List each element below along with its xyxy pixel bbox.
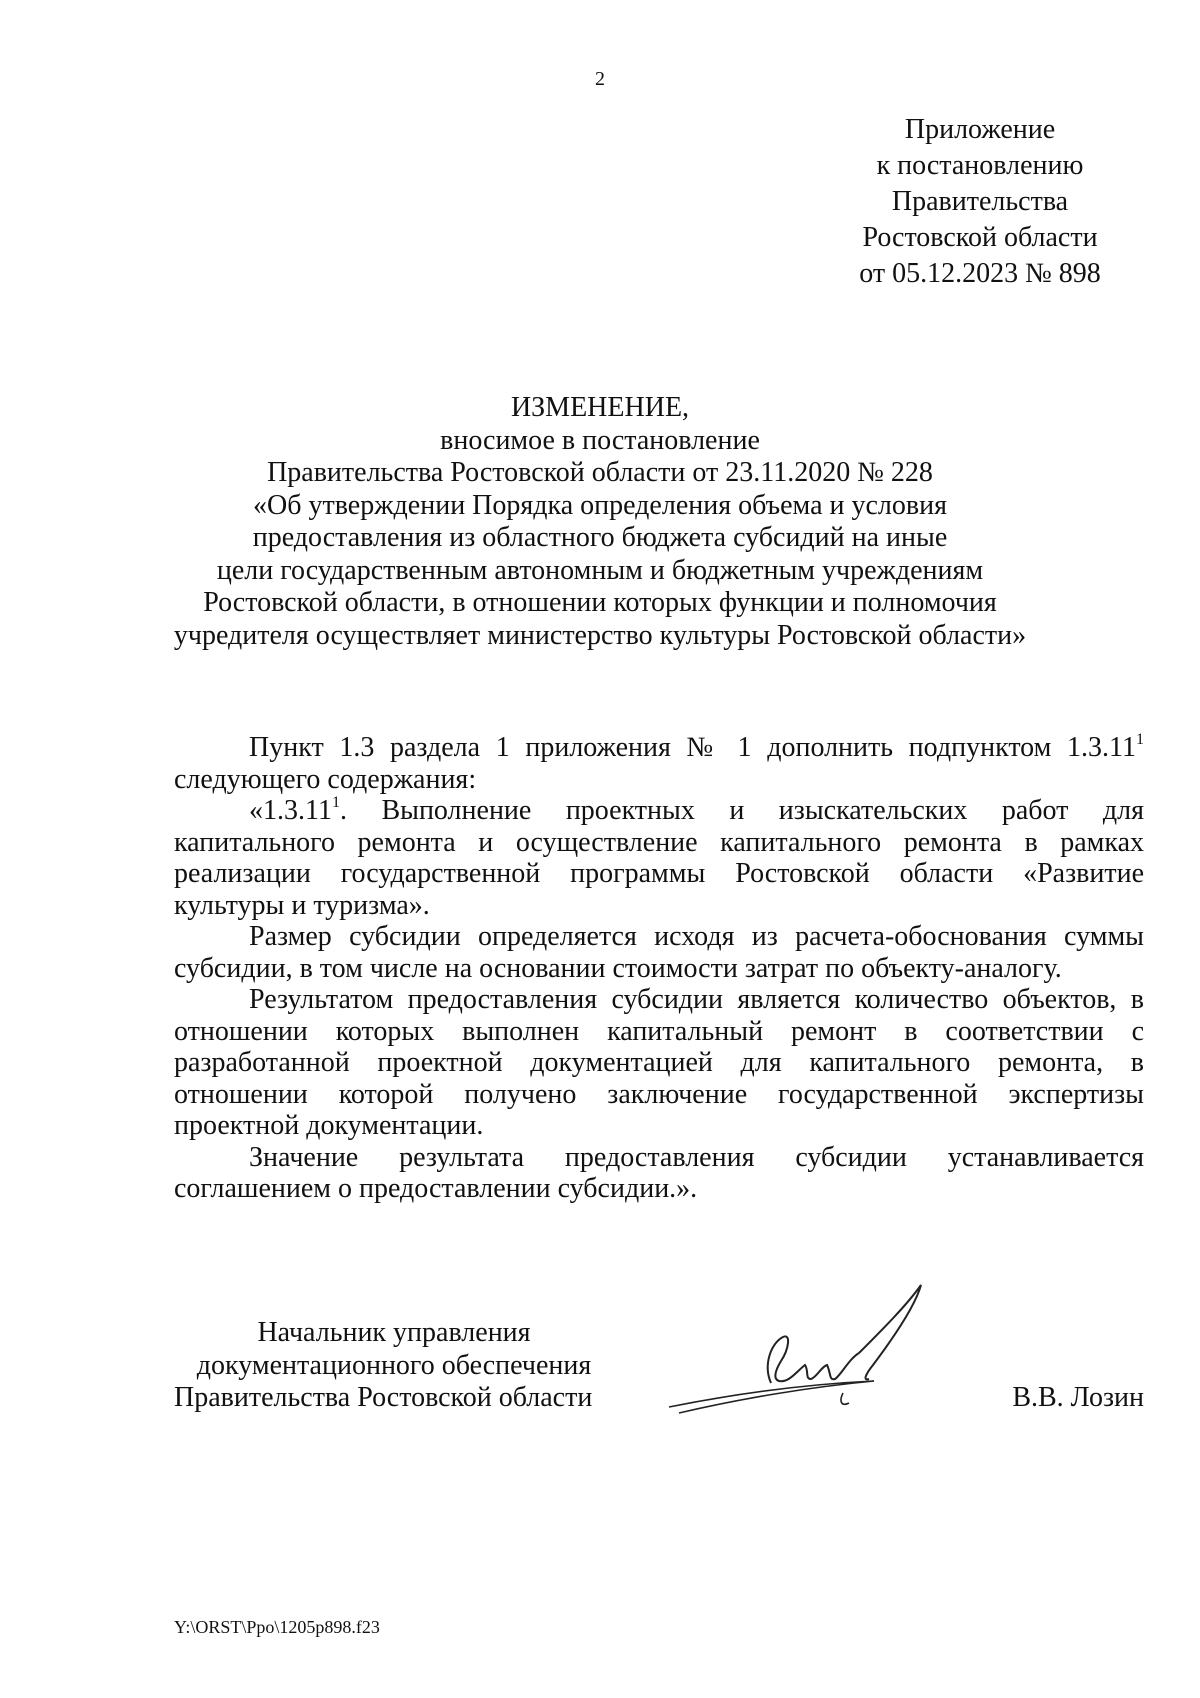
document-heading <box>100 392 1100 652</box>
signer-title-line: Правительства Ростовской области <box>174 1382 593 1413</box>
signer-title-line: документационного обеспечения <box>196 1349 592 1381</box>
body-paragraph <box>174 732 1144 795</box>
heading-line: предоставления из областного бюджета субсидий на иные <box>252 522 948 553</box>
handwritten-signature <box>659 1275 949 1425</box>
paragraph-text: . Выполнение проектных и изыскательских работ для капитального ремонта и осуществление капитального ремонта в рамках реализации государственной программы Ростовской области «Развитие культуры и туризма». <box>174 795 1144 921</box>
heading-line: цели государственным автономным и бюджетным учреждениям <box>216 554 984 586</box>
appendix-line: Ростовской области <box>862 222 1098 253</box>
signer-name: В.В. Лозин <box>1012 1382 1144 1413</box>
page-number: 2 <box>595 68 605 90</box>
heading-line: Ростовской области, в отношении которых функции и полномочия <box>203 587 997 618</box>
heading-line: учредителя осуществляет министерство культуры Ростовской области» <box>173 619 1027 651</box>
body-paragraph: Результатом предоставления субсидии является количество объектов, в отношении которых выполнен капитальный ремонт в соответствии с разработанной проектной документацией для капитального ремонта, в отношении которой получено заключение государственной экспертизы проектной документации. <box>174 984 1144 1141</box>
file-path: Y:\ORST\Ppo\1205p898.f23 <box>174 1617 380 1637</box>
superscript: 1 <box>1136 731 1144 748</box>
body-paragraph <box>174 795 1144 921</box>
heading-line: «Об утверждении Порядка определения объема и условия <box>253 489 947 521</box>
heading-line: вносимое в постановление <box>440 424 760 456</box>
body-paragraph: Размер субсидии определяется исходя из расчета-обоснования суммы субсидии, в том числе на основании стоимости затрат по объекту-аналогу. <box>174 921 1144 984</box>
appendix-line: к постановлению <box>876 150 1084 181</box>
appendix-line: Приложение <box>904 114 1056 145</box>
signer-title <box>174 1317 614 1415</box>
paragraph-text: Пункт 1.3 раздела 1 приложения № 1 дополнить подпунктом 1.3.11 <box>249 732 1136 763</box>
paragraph-text: «1.3.11 <box>249 795 332 826</box>
appendix-line: Правительства <box>891 186 1069 217</box>
body-paragraph: Значение результата предоставления субсидии устанавливается соглашением о предоставлении субсидии.». <box>174 1141 1144 1204</box>
paragraph-text: следующего содержания: <box>174 763 477 795</box>
heading-line: Правительства Ростовской области от 23.11.2020 № 228 <box>267 457 933 488</box>
appendix-block <box>800 112 1160 292</box>
heading-title: ИЗМЕНЕНИЕ, <box>510 392 690 423</box>
signer-title-line: Начальник управления <box>257 1317 531 1348</box>
document-body <box>174 732 1144 1205</box>
appendix-line: от 05.12.2023 № 898 <box>859 258 1101 289</box>
superscript: 1 <box>331 794 340 811</box>
